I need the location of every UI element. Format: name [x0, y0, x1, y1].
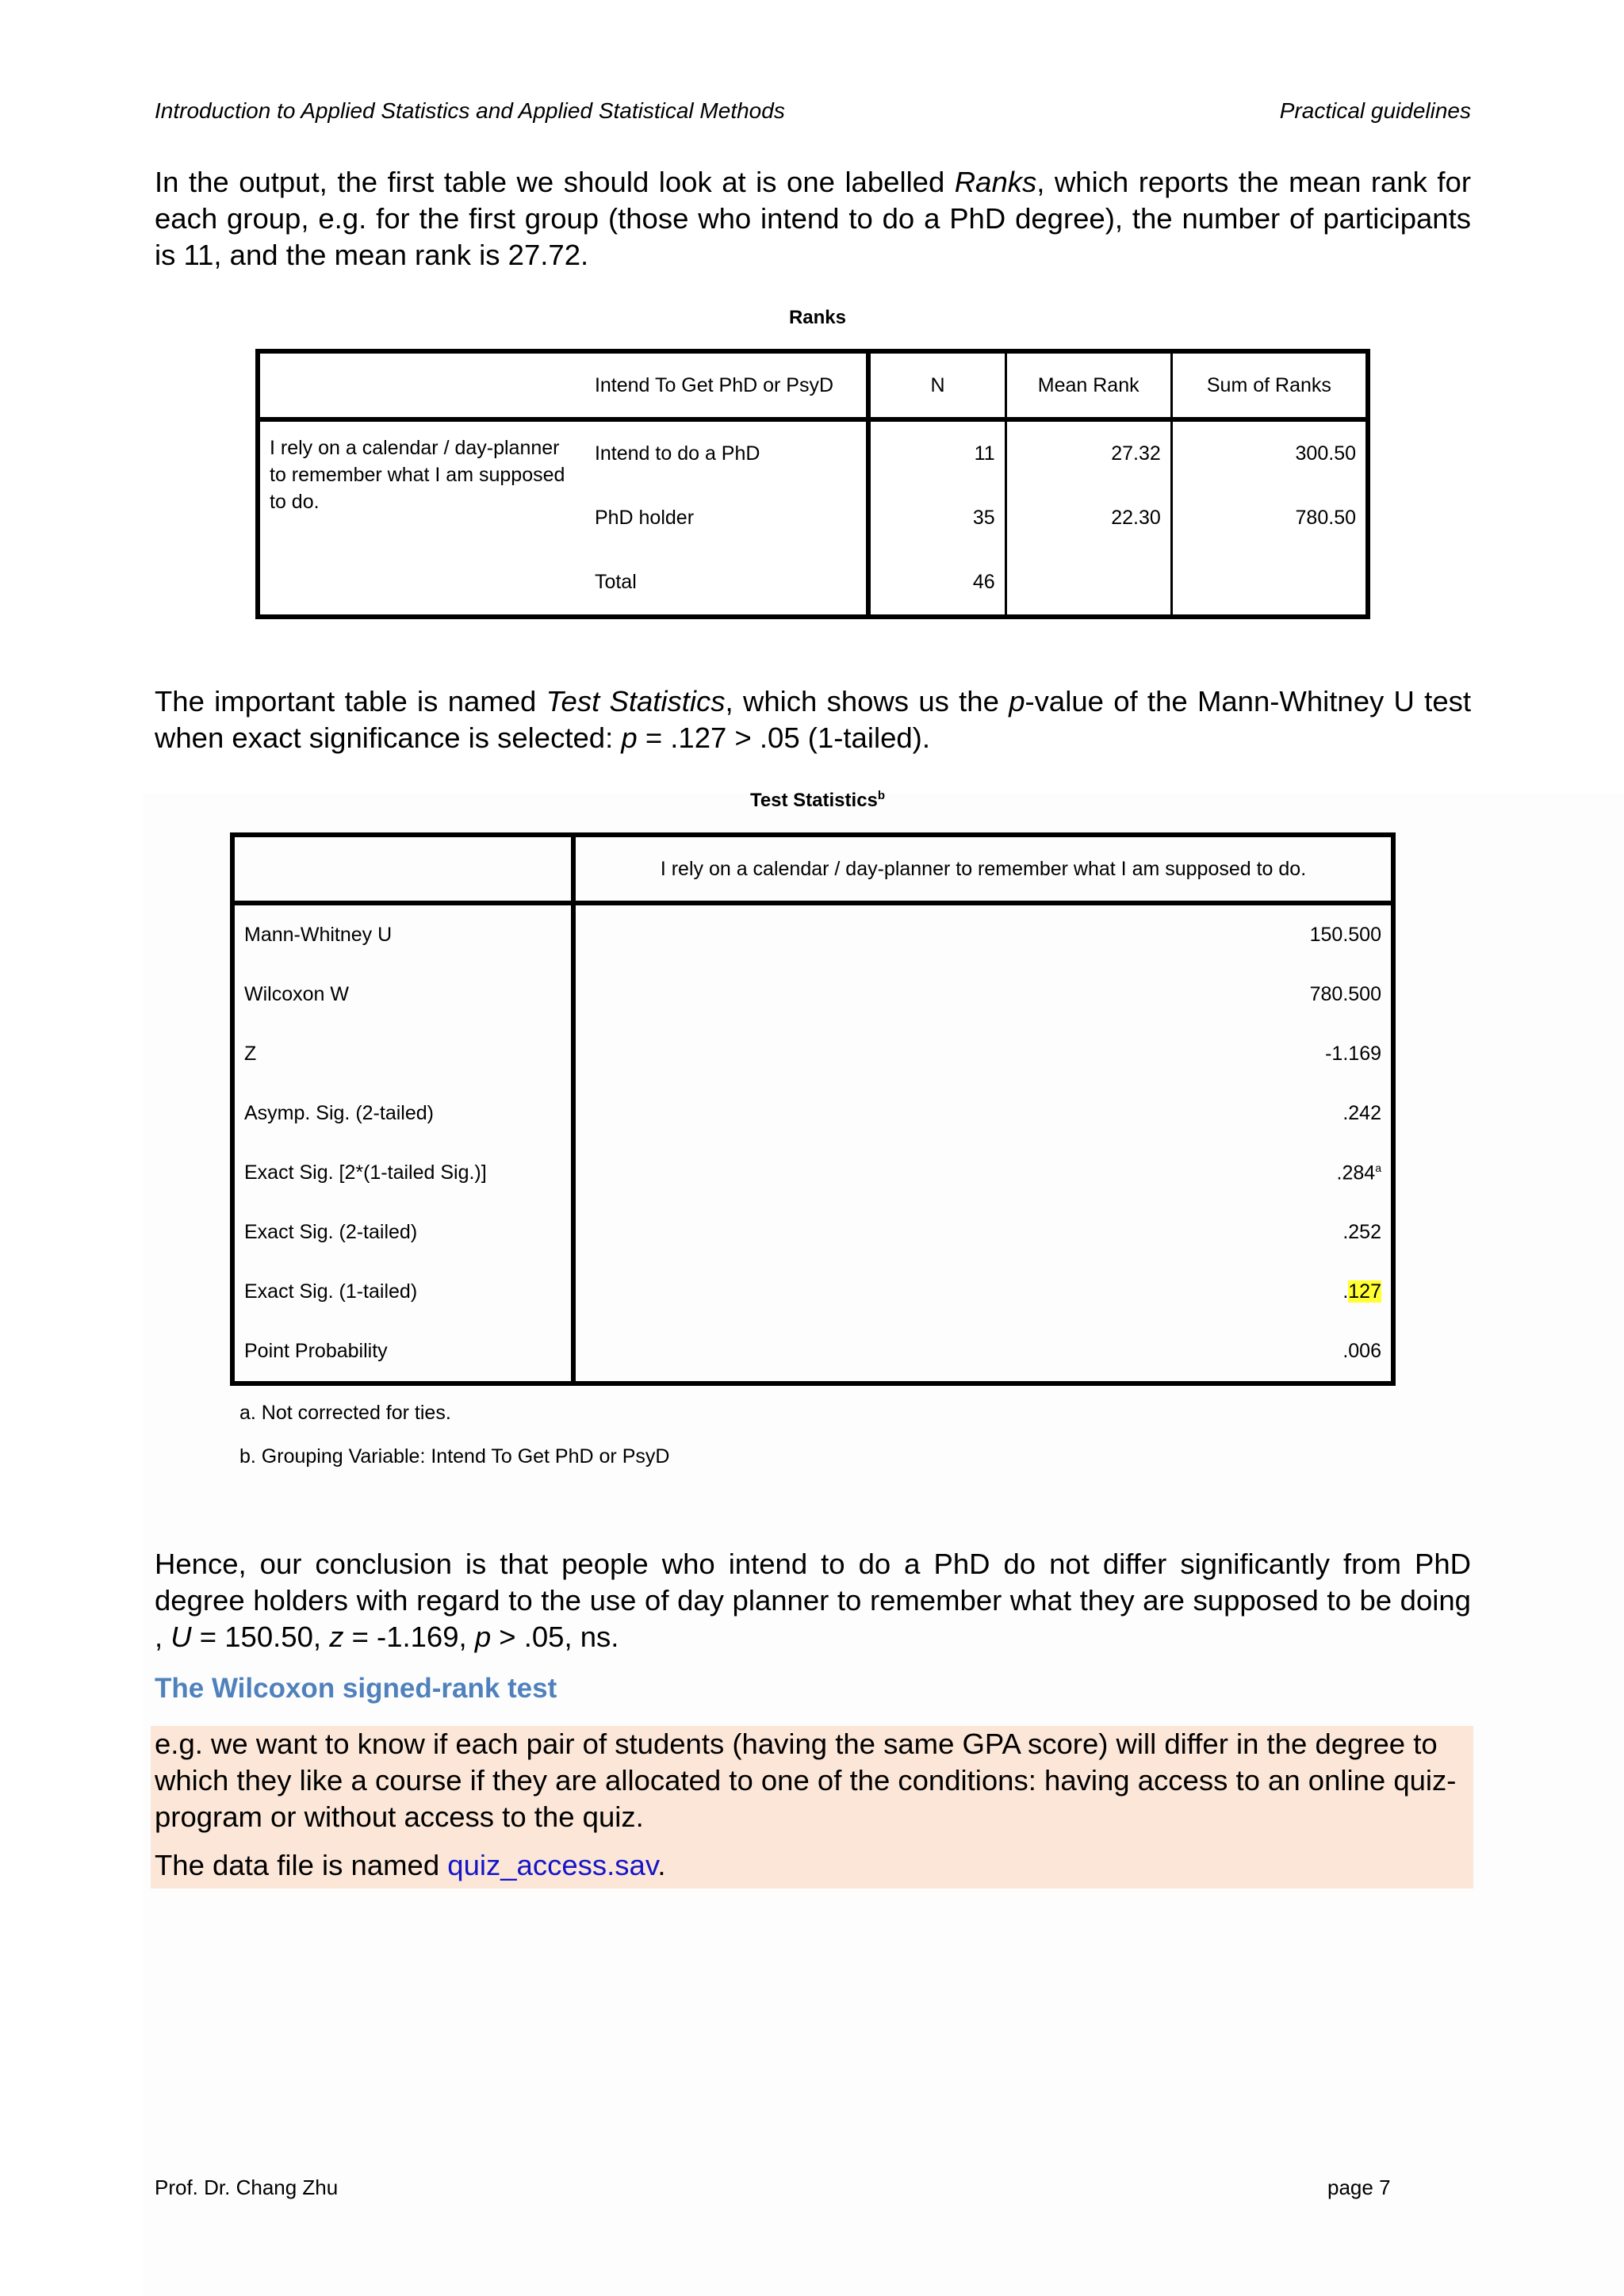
stat-label: Mann-Whitney U — [232, 903, 573, 965]
paragraph-ranks-intro: In the output, the first table we should look at is one labelled Ranks, which reports the mean rank for each group, e.g. for the first group (those who intend to do a PhD degree), the number of participants is 11, and the mean rank is 27.72. — [155, 166, 1472, 271]
stat-label: Z — [232, 1024, 573, 1084]
table-cell: Total — [594, 571, 637, 593]
table-header-row — [258, 351, 1368, 419]
stat-value: 780.500 — [1309, 983, 1381, 1005]
table-cell: 22.30 — [1005, 486, 1171, 550]
running-header-title: Introduction to Applied Statistics and Applied Statistical Methods — [155, 98, 785, 123]
stat-value-highlighted: .127 — [1342, 1280, 1381, 1303]
table-cell — [1171, 550, 1368, 617]
table-row — [232, 965, 1393, 1024]
table-header-cell: Intend To Get PhD or PsyD — [585, 351, 868, 419]
table-cell: 780.50 — [1171, 486, 1368, 550]
footer-author: Prof. Dr. Chang Zhu — [155, 2175, 339, 2199]
ranks-table-caption: Ranks — [788, 307, 847, 328]
test-statistics-caption: Test Statistics$^b$ — [749, 789, 886, 811]
table-row — [232, 1084, 1393, 1143]
table-header-cell: Sum of Ranks — [1171, 351, 1368, 419]
running-header-section: Practical guidelines — [1279, 98, 1471, 123]
stat-value: .006 — [1342, 1340, 1381, 1362]
stat-value: -1.169 — [1325, 1043, 1381, 1065]
table-cell: 46 — [868, 550, 1005, 617]
table-row — [232, 1143, 1393, 1203]
stat-value: 150.500 — [1309, 924, 1381, 946]
table-row — [232, 1024, 1393, 1084]
row-variable-label: I rely on a calendar / day-planner to remember what I am supposed to do. — [270, 437, 565, 513]
ranks-table — [255, 349, 1370, 619]
stat-value: .252 — [1342, 1221, 1381, 1243]
table-header-cell: N — [868, 351, 1005, 419]
table-row — [232, 1322, 1393, 1383]
table-cell: Intend to do a PhD — [594, 442, 760, 465]
table-header-cell: Mean Rank — [1005, 351, 1171, 419]
data-file-text: The data file is named quiz_access.sav. — [155, 1849, 666, 1881]
stat-label: Asymp. Sig. (2-tailed) — [232, 1084, 573, 1143]
stat-label: Point Probability — [232, 1322, 573, 1383]
example-text: e.g. we want to know if each pair of students (having the same GPA score) will differ in the degree to which they like a course if they are allocated to one of the conditions: having access to an online quiz-program or without access to the quiz. — [155, 1728, 1457, 1833]
table-footnote: a. Not corrected for ties. — [239, 1402, 451, 1424]
table-row — [232, 903, 1393, 965]
example-box — [151, 1726, 1473, 1888]
table-header-cell — [258, 351, 585, 419]
section-heading: The Wilcoxon signed-rank test — [155, 1673, 557, 1704]
highlight-mark: 127 — [1348, 1280, 1381, 1303]
table-header-cell — [232, 835, 573, 903]
stat-label: Exact Sig. (1-tailed) — [232, 1262, 573, 1322]
page-number: page 7 — [1327, 2175, 1391, 2199]
table-row — [232, 1262, 1393, 1322]
table-row — [258, 419, 1368, 486]
test-statistics-table — [230, 832, 1396, 1386]
stat-label: Wilcoxon W — [232, 965, 573, 1024]
table-row — [232, 1203, 1393, 1262]
table-cell: 27.32 — [1005, 419, 1171, 486]
stat-value: .284$^a$ — [1336, 1161, 1381, 1184]
paragraph-conclusion: Hence, our conclusion is that people who intend to do a PhD do not differ significantly from PhD degree holders with regard to the use of day planner to remember what they are supposed to be doing , U = 150.50, z = -1.169, p > .05, ns. — [155, 1548, 1471, 1653]
stat-label: Exact Sig. (2-tailed) — [232, 1203, 573, 1262]
table-footnote: b. Grouping Variable: Intend To Get PhD or PsyD — [239, 1445, 670, 1468]
table-cell: 11 — [868, 419, 1005, 486]
table-cell — [1005, 550, 1171, 617]
paragraph-test-statistics-intro: The important table is named Test Statistics, which shows us the p-value of the Mann-Whitney U test when exact significance is selected: p = .127 > .05 (1-tailed). — [155, 685, 1472, 754]
table-cell: PhD holder — [594, 507, 695, 529]
data-file-link[interactable]: quiz_access.sav — [447, 1849, 658, 1881]
table-cell: 35 — [868, 486, 1005, 550]
stat-label: Exact Sig. [2*(1-tailed Sig.)] — [232, 1143, 573, 1203]
table-header-row — [232, 835, 1393, 903]
table-cell: 300.50 — [1171, 419, 1368, 486]
table-header-cell: I rely on a calendar / day-planner to remember what I am supposed to do. — [573, 835, 1393, 903]
stat-value: .242 — [1342, 1102, 1381, 1124]
